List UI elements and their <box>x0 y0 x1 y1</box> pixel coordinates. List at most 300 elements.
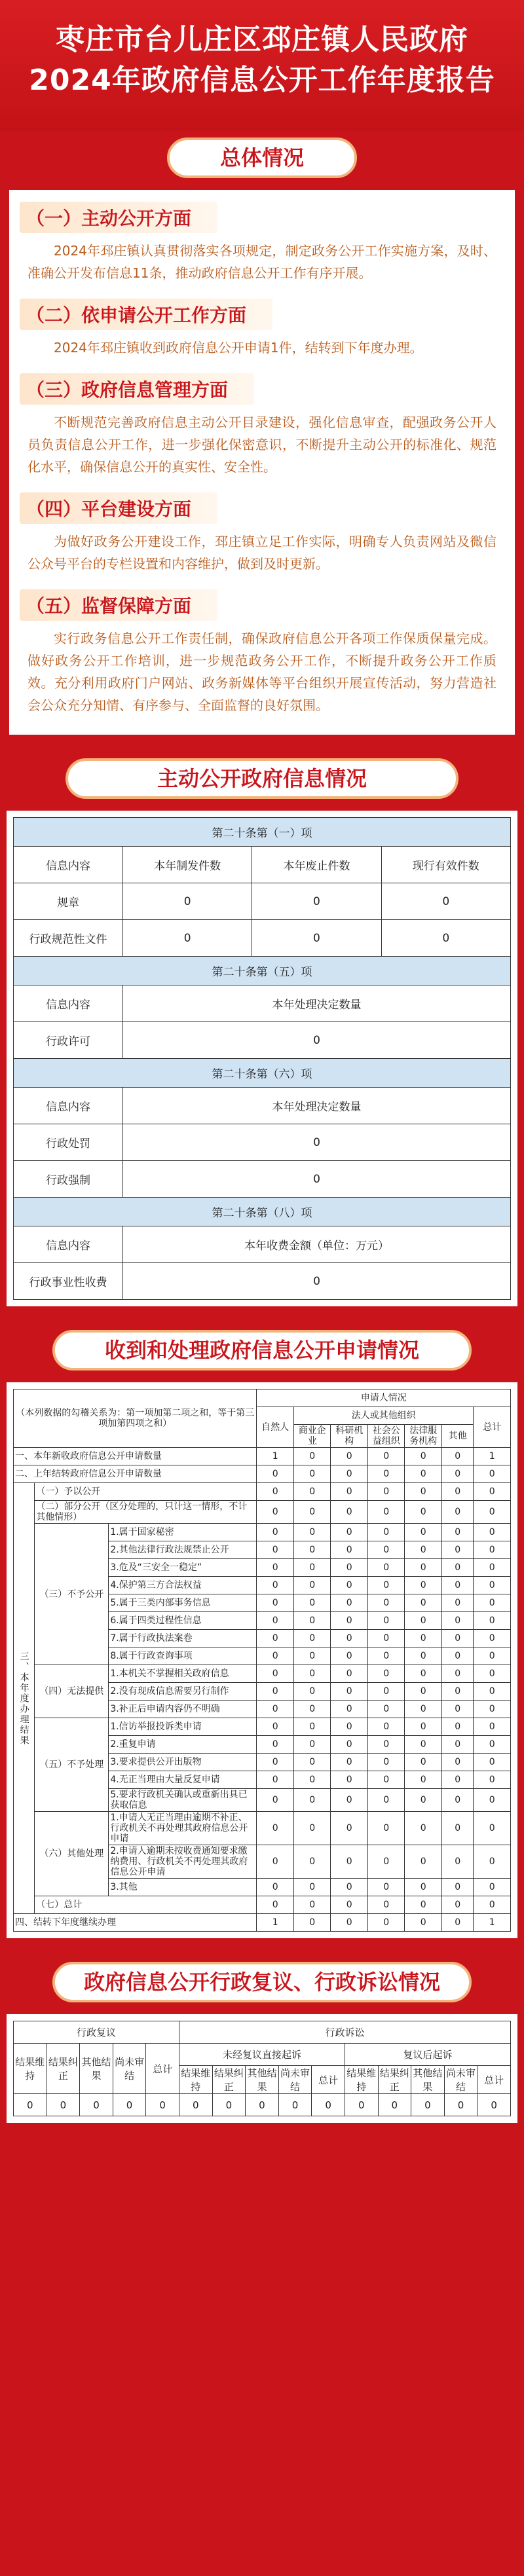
table-cell: 0 <box>252 883 381 920</box>
table-cell: 0 <box>257 1465 294 1483</box>
table-cell: 0 <box>331 1754 368 1771</box>
table-cell: 0 <box>405 1701 442 1718</box>
row-group-label: （六）其他处理 <box>35 1812 109 1896</box>
table-cell: 0 <box>331 1701 368 1718</box>
table-cell: 0 <box>477 2094 511 2116</box>
table-cell: 0 <box>405 1896 442 1914</box>
table-cell: 0 <box>293 1914 331 1932</box>
col-header: 法律服务机构 <box>405 1425 442 1448</box>
row-group-label: （四）无法提供 <box>35 1665 109 1718</box>
table-cell: 0 <box>442 1559 474 1577</box>
table-cell: 0 <box>293 1701 331 1718</box>
table-cell: 0 <box>122 1263 510 1300</box>
table-cell: 0 <box>474 1701 511 1718</box>
table-cell: 0 <box>474 1754 511 1771</box>
table-cell: 0 <box>405 1448 442 1465</box>
row-group-label: （三）不予公开 <box>35 1524 109 1665</box>
col-header: 结果纠正 <box>212 2066 246 2094</box>
table-cell: 0 <box>257 1879 294 1896</box>
overview-text-2: 2024年邳庄镇收到政府信息公开申请1件，结转到下年度办理。 <box>54 340 423 356</box>
table-cell: 0 <box>367 1559 405 1577</box>
table-row <box>14 1161 511 1198</box>
row-label: 2.其他法律行政法规禁止公开 <box>109 1541 257 1559</box>
after-review-header: 复议后起诉 <box>345 2044 510 2066</box>
table-cell: 0 <box>331 1812 368 1845</box>
table-cell: 0 <box>257 1845 294 1879</box>
table-cell: 0 <box>122 883 252 920</box>
table-cell: 0 <box>411 2094 445 2116</box>
table-cell: 0 <box>405 1736 442 1754</box>
table-cell: 0 <box>331 1541 368 1559</box>
table-cell: 0 <box>381 883 510 920</box>
table-cell: 0 <box>474 1465 511 1483</box>
table-header-cell: 现行有效件数 <box>381 847 510 883</box>
table-cell: 0 <box>257 1789 294 1812</box>
overview-heading-5: （五）监督保障方面 <box>20 589 217 621</box>
table-cell: 0 <box>405 1879 442 1896</box>
table-cell: 0 <box>331 1879 368 1896</box>
table-cell: 0 <box>367 1501 405 1524</box>
col-header: 结果维持 <box>14 2044 47 2094</box>
table-cell: 0 <box>442 1845 474 1879</box>
table-row <box>14 1718 511 1736</box>
table-cell: 0 <box>293 1683 331 1701</box>
table-cell: 0 <box>474 1718 511 1736</box>
table-cell: 0 <box>442 1594 474 1612</box>
table-cell: 0 <box>257 1896 294 1914</box>
table-cell: 0 <box>246 2094 279 2116</box>
overview-heading-1: （一）主动公开方面 <box>20 202 217 233</box>
table-cell: 0 <box>257 1718 294 1736</box>
table-cell: 0 <box>405 1647 442 1665</box>
active-disclosure-title: 主动公开政府信息情况 <box>66 758 458 799</box>
table-cell: 1 <box>257 1914 294 1932</box>
table-cell: 0 <box>293 1845 331 1879</box>
col-header: 结果纠正 <box>47 2044 80 2094</box>
table-cell: 0 <box>474 1683 511 1701</box>
table-cell: 0 <box>367 1630 405 1647</box>
col-header: 社会公益组织 <box>367 1425 405 1448</box>
table-cell: 0 <box>405 1683 442 1701</box>
col-header: 尚未审结 <box>444 2066 477 2094</box>
table-cell: 0 <box>293 1896 331 1914</box>
table-cell: 0 <box>293 1665 331 1683</box>
table-cell: 0 <box>257 1501 294 1524</box>
table-cell: 0 <box>331 1483 368 1501</box>
table-cell: 0 <box>405 1630 442 1647</box>
table-cell: 0 <box>312 2094 345 2116</box>
table-cell: 0 <box>257 1594 294 1612</box>
table-row <box>14 1465 511 1483</box>
table-cell: 0 <box>405 1501 442 1524</box>
row-label: 3.其他 <box>109 1879 257 1896</box>
table-cell: 0 <box>405 1771 442 1789</box>
table-row <box>14 1022 511 1059</box>
table-header-cell: 信息内容 <box>14 847 123 883</box>
table-cell: 0 <box>405 1483 442 1501</box>
review-table-wrap <box>7 2014 517 2123</box>
table-cell: 0 <box>442 1896 474 1914</box>
col-header: 尚未审结 <box>278 2066 312 2094</box>
table-header-cell: 本年废止件数 <box>252 847 381 883</box>
table-cell: 0 <box>14 2094 47 2116</box>
table-cell: 0 <box>381 920 510 957</box>
table-cell: 0 <box>405 1612 442 1630</box>
table-row <box>14 1448 511 1465</box>
row-label: 1.信访举报投诉类申请 <box>109 1718 257 1736</box>
table-cell: 0 <box>257 1736 294 1754</box>
table-cell: 0 <box>474 1845 511 1879</box>
table-cell: 0 <box>405 1577 442 1594</box>
table-cell: 0 <box>442 1524 474 1541</box>
table-cell: 0 <box>122 920 252 957</box>
article-20-1-band: 第二十条第（一）项 <box>14 818 511 847</box>
table-cell: 0 <box>293 1559 331 1577</box>
table-cell: 0 <box>474 1524 511 1541</box>
table-cell: 0 <box>331 1789 368 1812</box>
overview-text-5: 实行政务信息公开工作责任制，确保政府信息公开各项工作保质保量完成。做好政务公开工作培训，进一步规范政务公开工作，不断提升政务公开工作质效。充分利用政府门户网站、政务新媒体等平台组织开展宣传活动，努力营造社会公众充分知情、有序参与、全面监督的良好氛围。 <box>28 631 496 713</box>
table-cell: 0 <box>442 1879 474 1896</box>
table-cell: 0 <box>442 1683 474 1701</box>
table-cell: 0 <box>257 1665 294 1683</box>
review-table <box>13 2021 511 2116</box>
table-cell: 0 <box>405 1594 442 1612</box>
table-cell: 0 <box>405 1718 442 1736</box>
article-20-8-band: 第二十条第（八）项 <box>14 1198 511 1226</box>
table-cell: 0 <box>367 1683 405 1701</box>
applicant-header: 申请人情况 <box>257 1389 511 1407</box>
article-20-5-band: 第二十条第（五）项 <box>14 957 511 985</box>
table-cell: 0 <box>405 1845 442 1879</box>
row-label: 二、上年结转政府信息公开申请数量 <box>14 1465 257 1483</box>
table-cell: 0 <box>293 1594 331 1612</box>
table-cell: 0 <box>367 1483 405 1501</box>
row-label: 规章 <box>14 883 123 920</box>
table-header-cell: 本年收费金额（单位：万元） <box>122 1226 510 1263</box>
table-cell: 0 <box>331 1845 368 1879</box>
total-header: 总计 <box>474 1407 511 1448</box>
table-cell: 0 <box>146 2094 179 2116</box>
table-cell: 0 <box>367 1524 405 1541</box>
table-row <box>14 1501 511 1524</box>
table-cell: 0 <box>474 1541 511 1559</box>
legal-person-header: 法人或其他组织 <box>293 1407 474 1425</box>
table-cell: 0 <box>80 2094 113 2116</box>
table-cell: 0 <box>474 1577 511 1594</box>
col-header: 商业企业 <box>293 1425 331 1448</box>
table-cell: 0 <box>405 1789 442 1812</box>
row-label: （一）予以公开 <box>35 1483 257 1501</box>
table-cell: 0 <box>331 1612 368 1630</box>
table-cell: 0 <box>293 1483 331 1501</box>
table-cell: 0 <box>367 1541 405 1559</box>
row-label: 2.重复申请 <box>109 1736 257 1754</box>
row-label: 行政强制 <box>14 1161 123 1198</box>
table-header-cell: 本年处理决定数量 <box>122 1088 510 1124</box>
table-cell: 0 <box>474 1647 511 1665</box>
table-cell: 0 <box>257 1577 294 1594</box>
table-cell: 0 <box>474 1483 511 1501</box>
table-cell: 0 <box>442 1771 474 1789</box>
table-cell: 0 <box>442 1665 474 1683</box>
table-cell: 0 <box>442 1701 474 1718</box>
col-header: 其他结果 <box>246 2066 279 2094</box>
table-cell: 0 <box>278 2094 312 2116</box>
overview-card <box>9 190 515 735</box>
table-cell: 0 <box>474 1665 511 1683</box>
table-cell: 0 <box>293 1879 331 1896</box>
col-header: 总计 <box>146 2044 179 2094</box>
table-cell: 1 <box>474 1448 511 1465</box>
requests-table-wrap <box>7 1382 517 1938</box>
row-label: 一、本年新收政府信息公开申请数量 <box>14 1448 257 1465</box>
col-header: 总计 <box>312 2066 345 2094</box>
table-cell: 0 <box>474 1612 511 1630</box>
table-cell: 0 <box>405 1665 442 1683</box>
table-cell: 0 <box>405 1524 442 1541</box>
table-cell: 0 <box>367 1594 405 1612</box>
table-cell: 0 <box>367 1612 405 1630</box>
row-label: 4.无正当理由大量反复申请 <box>109 1771 257 1789</box>
table-cell: 0 <box>257 1647 294 1665</box>
table-cell: 0 <box>293 1465 331 1483</box>
table-cell: 0 <box>47 2094 80 2116</box>
table-cell: 0 <box>257 1612 294 1630</box>
table-cell: 0 <box>293 1501 331 1524</box>
table-cell: 0 <box>405 1812 442 1845</box>
col-header: 结果纠正 <box>378 2066 411 2094</box>
table-cell: 0 <box>293 1812 331 1845</box>
table-cell: 0 <box>474 1630 511 1647</box>
natural-person-header: 自然人 <box>257 1407 294 1448</box>
table-cell: 0 <box>331 1594 368 1612</box>
table-cell: 0 <box>331 1896 368 1914</box>
table-cell: 0 <box>252 920 381 957</box>
table-cell: 0 <box>405 1559 442 1577</box>
row-label: 行政处罚 <box>14 1124 123 1161</box>
table-corner-note: （本列数据的勾稽关系为：第一项加第二项之和，等于第三项加第四项之和） <box>14 1389 257 1448</box>
admin-lawsuit-header: 行政诉讼 <box>179 2021 510 2044</box>
report-title-line1: 枣庄市台儿庄区邳庄镇人民政府 <box>56 23 468 56</box>
table-cell: 0 <box>474 1896 511 1914</box>
table-cell: 0 <box>122 1022 510 1059</box>
table-cell: 0 <box>474 1789 511 1812</box>
table-cell: 0 <box>442 1736 474 1754</box>
table-cell: 0 <box>293 1736 331 1754</box>
overview-heading-4: （四）平台建设方面 <box>20 492 217 524</box>
table-cell: 0 <box>331 1559 368 1577</box>
table-cell: 0 <box>442 1483 474 1501</box>
direct-lawsuit-header: 未经复议直接起诉 <box>179 2044 345 2066</box>
table-cell: 0 <box>331 1914 368 1932</box>
table-cell: 0 <box>367 1577 405 1594</box>
table-cell: 0 <box>367 1448 405 1465</box>
table-cell: 0 <box>293 1448 331 1465</box>
table-cell: 0 <box>293 1647 331 1665</box>
table-cell: 0 <box>442 1754 474 1771</box>
report-title-line2: 2024年政府信息公开工作年度报告 <box>29 64 495 97</box>
table-cell: 0 <box>405 1465 442 1483</box>
table-cell: 0 <box>442 1448 474 1465</box>
review-section-title: 政府信息公开行政复议、行政诉讼情况 <box>52 1962 472 2002</box>
col-header: 总计 <box>477 2066 511 2094</box>
table-cell: 0 <box>331 1771 368 1789</box>
overview-text-4: 为做好政务公开建设工作，邳庄镇立足工作实际，明确专人负责网站及微信公众号平台的专栏设置和内容维护，做到及时更新。 <box>28 534 496 572</box>
table-cell: 0 <box>179 2094 212 2116</box>
table-cell: 0 <box>367 1812 405 1845</box>
requests-table <box>13 1389 511 1932</box>
table-cell: 0 <box>293 1612 331 1630</box>
table-cell: 0 <box>331 1683 368 1701</box>
table-cell: 0 <box>474 1594 511 1612</box>
table-cell: 0 <box>367 1754 405 1771</box>
row-label: 1.属于国家秘密 <box>109 1524 257 1541</box>
table-cell: 0 <box>367 1701 405 1718</box>
table-cell: 1 <box>474 1914 511 1932</box>
active-disclosure-table <box>13 817 511 1300</box>
report-header <box>0 0 524 131</box>
active-disclosure-table-wrap <box>7 811 517 1306</box>
table-cell: 0 <box>405 1541 442 1559</box>
table-cell: 0 <box>442 1718 474 1736</box>
row-label: （七）总计 <box>35 1896 257 1914</box>
row-label: 2.没有现成信息需要另行制作 <box>109 1683 257 1701</box>
table-header-cell: 信息内容 <box>14 985 123 1022</box>
row-label: 5.要求行政机关确认或重新出具已获取信息 <box>109 1789 257 1812</box>
col-header: 结果维持 <box>345 2066 378 2094</box>
table-cell: 0 <box>331 1736 368 1754</box>
table-cell: 0 <box>331 1465 368 1483</box>
table-cell: 0 <box>331 1718 368 1736</box>
col-header: 其他 <box>442 1425 474 1448</box>
row-label: 1.申请人无正当理由逾期不补正、行政机关不再处理其政府信息公开申请 <box>109 1812 257 1845</box>
row-label: 4.保护第三方合法权益 <box>109 1577 257 1594</box>
table-cell: 0 <box>442 1501 474 1524</box>
col-header: 科研机构 <box>331 1425 368 1448</box>
table-cell: 0 <box>331 1524 368 1541</box>
table-cell: 0 <box>405 1754 442 1771</box>
row-label: 8.属于行政查询事项 <box>109 1647 257 1665</box>
table-cell: 0 <box>367 1771 405 1789</box>
col-header: 尚未审结 <box>113 2044 146 2094</box>
table-cell: 0 <box>257 1524 294 1541</box>
table-row <box>14 883 511 920</box>
table-cell: 0 <box>331 1647 368 1665</box>
table-cell: 0 <box>293 1771 331 1789</box>
table-cell: 0 <box>293 1718 331 1736</box>
col-header: 结果维持 <box>179 2066 212 2094</box>
table-header-cell: 信息内容 <box>14 1226 123 1263</box>
table-cell: 0 <box>113 2094 146 2116</box>
table-row <box>14 1812 511 1845</box>
table-header-cell: 本年制发件数 <box>122 847 252 883</box>
overview-text-1: 2024年邳庄镇认真贯彻落实各项规定，制定政务公开工作实施方案，及时、准确公开发布信息11条，推动政府信息公开工作有序开展。 <box>28 243 496 281</box>
row-group-label: 三、本年度办理结果 <box>14 1483 35 1914</box>
table-cell: 0 <box>345 2094 378 2116</box>
table-cell: 0 <box>293 1754 331 1771</box>
table-row <box>14 1524 511 1541</box>
table-cell: 0 <box>367 1914 405 1932</box>
table-cell: 0 <box>257 1754 294 1771</box>
table-cell: 0 <box>257 1559 294 1577</box>
row-label: 6.属于四类过程性信息 <box>109 1612 257 1630</box>
table-cell: 0 <box>474 1879 511 1896</box>
row-label: （二）部分公开（区分处理的，只计这一情形，不计其他情形） <box>35 1501 257 1524</box>
table-header-cell: 信息内容 <box>14 1088 123 1124</box>
table-cell: 0 <box>442 1789 474 1812</box>
row-label: 7.属于行政执法案卷 <box>109 1630 257 1647</box>
table-cell: 0 <box>257 1701 294 1718</box>
row-group-label: （五）不予处理 <box>35 1718 109 1812</box>
table-row <box>14 1483 511 1501</box>
table-cell: 0 <box>293 1789 331 1812</box>
table-cell: 0 <box>474 1559 511 1577</box>
table-row <box>14 920 511 957</box>
row-label: 四、结转下年度继续办理 <box>14 1914 257 1932</box>
overview-text-3: 不断规范完善政府信息主动公开目录建设，强化信息审查，配强政务公开人员负责信息公开工作，进一步强化保密意识，不断提升主动公开的标准化、规范化水平，确保信息公开的真实性、安全性。 <box>28 414 496 475</box>
table-cell: 0 <box>257 1683 294 1701</box>
table-cell: 0 <box>367 1647 405 1665</box>
table-row <box>14 1263 511 1300</box>
table-cell: 0 <box>442 1465 474 1483</box>
table-row <box>14 2094 511 2116</box>
row-label: 5.属于三类内部事务信息 <box>109 1594 257 1612</box>
table-cell: 0 <box>442 1630 474 1647</box>
col-header: 其他结果 <box>80 2044 113 2094</box>
table-cell: 0 <box>257 1630 294 1647</box>
table-cell: 0 <box>405 1914 442 1932</box>
row-label: 行政许可 <box>14 1022 123 1059</box>
table-cell: 0 <box>293 1630 331 1647</box>
table-cell: 0 <box>293 1541 331 1559</box>
table-cell: 0 <box>367 1789 405 1812</box>
table-cell: 0 <box>442 1541 474 1559</box>
table-cell: 0 <box>378 2094 411 2116</box>
overview-heading-3: （三）政府信息管理方面 <box>20 373 254 405</box>
table-cell: 0 <box>331 1665 368 1683</box>
row-label: 行政事业性收费 <box>14 1263 123 1300</box>
col-header: 其他结果 <box>411 2066 445 2094</box>
overview-section-title: 总体情况 <box>167 138 357 178</box>
row-label: 3.补正后申请内容仍不明确 <box>109 1701 257 1718</box>
table-cell: 0 <box>444 2094 477 2116</box>
table-row <box>14 1914 511 1932</box>
row-label: 1.本机关不掌握相关政府信息 <box>109 1665 257 1683</box>
table-cell: 0 <box>474 1771 511 1789</box>
table-cell: 0 <box>442 1812 474 1845</box>
table-cell: 0 <box>442 1612 474 1630</box>
table-cell: 0 <box>257 1541 294 1559</box>
table-cell: 0 <box>367 1718 405 1736</box>
table-cell: 0 <box>257 1483 294 1501</box>
table-cell: 0 <box>122 1124 510 1161</box>
table-row <box>14 1124 511 1161</box>
table-cell: 0 <box>474 1501 511 1524</box>
table-cell: 0 <box>331 1501 368 1524</box>
table-cell: 0 <box>367 1879 405 1896</box>
table-cell: 0 <box>442 1914 474 1932</box>
table-cell: 0 <box>331 1630 368 1647</box>
row-label: 行政规范性文件 <box>14 920 123 957</box>
row-label: 3.要求提供公开出版物 <box>109 1754 257 1771</box>
table-cell: 0 <box>442 1647 474 1665</box>
table-cell: 0 <box>367 1665 405 1683</box>
table-cell: 0 <box>474 1736 511 1754</box>
table-cell: 0 <box>367 1465 405 1483</box>
table-cell: 0 <box>331 1448 368 1465</box>
table-cell: 0 <box>442 1577 474 1594</box>
table-cell: 0 <box>331 1577 368 1594</box>
